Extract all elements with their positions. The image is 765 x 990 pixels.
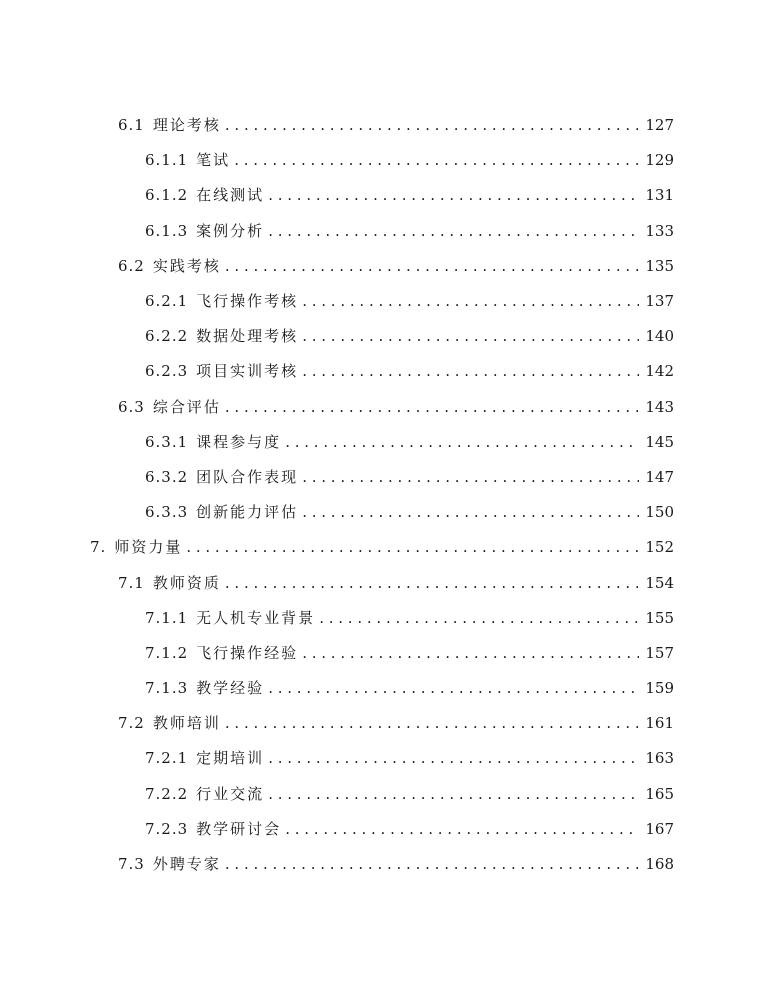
toc-entry[interactable] bbox=[0, 846, 765, 881]
toc-entry-page-number: 127 bbox=[645, 116, 674, 135]
toc-entry-number: 7.3 bbox=[118, 855, 145, 874]
toc-entry-page-number: 157 bbox=[645, 643, 674, 662]
toc-entry-number: 6.3 bbox=[118, 397, 145, 416]
toc-entry[interactable] bbox=[0, 494, 765, 529]
toc-entry-page-number: 140 bbox=[645, 327, 674, 346]
toc-entry-page-number: 155 bbox=[645, 608, 674, 627]
toc-entry-title: 师资力量 bbox=[114, 538, 183, 557]
toc-entry-title: 笔试 bbox=[196, 151, 231, 170]
toc-entry-title: 外聘专家 bbox=[152, 855, 221, 874]
toc-dot-leader bbox=[268, 679, 639, 697]
toc-entry[interactable] bbox=[0, 600, 765, 635]
toc-entry[interactable] bbox=[0, 177, 765, 212]
toc-dot-leader bbox=[268, 785, 639, 803]
toc-entry-number: 6.2 bbox=[118, 256, 145, 275]
toc-entry[interactable] bbox=[0, 564, 765, 599]
toc-entry-number: 7.1.1 bbox=[145, 608, 189, 627]
toc-entry-page-number: 168 bbox=[645, 855, 674, 874]
toc-dot-leader bbox=[302, 327, 639, 345]
toc-entry-page-number: 133 bbox=[645, 221, 674, 240]
toc-dot-leader bbox=[319, 609, 639, 627]
toc-dot-leader bbox=[225, 257, 639, 275]
toc-entry-number: 7.1.3 bbox=[145, 679, 189, 698]
toc-entry-page-number: 131 bbox=[645, 186, 674, 205]
toc-dot-leader bbox=[302, 292, 639, 310]
toc-dot-leader bbox=[302, 468, 639, 486]
toc-entry-number: 7.2.2 bbox=[145, 784, 189, 803]
toc-entry-title: 教学经验 bbox=[196, 679, 265, 698]
toc-entry-page-number: 167 bbox=[645, 819, 674, 838]
toc-entry[interactable] bbox=[0, 213, 765, 248]
toc-entry[interactable] bbox=[0, 776, 765, 811]
toc-entry[interactable] bbox=[0, 353, 765, 388]
toc-entry-title: 课程参与度 bbox=[196, 432, 282, 451]
toc-entry-page-number: 135 bbox=[645, 256, 674, 275]
toc-entry[interactable] bbox=[0, 283, 765, 318]
toc-dot-leader bbox=[186, 538, 639, 556]
toc-entry[interactable] bbox=[0, 811, 765, 846]
toc-entry[interactable] bbox=[0, 389, 765, 424]
toc-dot-leader bbox=[225, 116, 639, 134]
toc-entry-number: 6.3.2 bbox=[145, 467, 189, 486]
toc-entry-title: 创新能力评估 bbox=[196, 503, 299, 522]
toc-entry-title: 案例分析 bbox=[196, 221, 265, 240]
toc-entry-title: 飞行操作考核 bbox=[196, 292, 299, 311]
toc-entry-title: 定期培训 bbox=[196, 749, 265, 768]
toc-entry[interactable] bbox=[0, 740, 765, 775]
toc-entry[interactable] bbox=[0, 459, 765, 494]
toc-dot-leader bbox=[225, 398, 639, 416]
toc-dot-leader bbox=[225, 714, 639, 732]
toc-dot-leader bbox=[302, 503, 639, 521]
toc-entry-page-number: 145 bbox=[645, 432, 674, 451]
toc-entry[interactable] bbox=[0, 529, 765, 564]
toc-entry[interactable] bbox=[0, 107, 765, 142]
toc-entry-page-number: 129 bbox=[645, 151, 674, 170]
toc-dot-leader bbox=[302, 644, 639, 662]
toc-entry-number: 7.2.1 bbox=[145, 749, 189, 768]
toc-entry-page-number: 152 bbox=[645, 538, 674, 557]
toc-entry-page-number: 142 bbox=[645, 362, 674, 381]
toc-entry-title: 无人机专业背景 bbox=[196, 608, 316, 627]
toc-entry-number: 6.1 bbox=[118, 116, 145, 135]
toc-entry-title: 教学研讨会 bbox=[196, 819, 282, 838]
toc-entry-number: 6.2.3 bbox=[145, 362, 189, 381]
toc-entry-page-number: 165 bbox=[645, 784, 674, 803]
toc-entry-page-number: 159 bbox=[645, 679, 674, 698]
toc-entry-number: 6.1.3 bbox=[145, 221, 189, 240]
toc-entry[interactable] bbox=[0, 635, 765, 670]
toc-entry[interactable] bbox=[0, 248, 765, 283]
toc-entry-page-number: 150 bbox=[645, 503, 674, 522]
toc-entry-number: 7.1.2 bbox=[145, 643, 189, 662]
toc-dot-leader bbox=[268, 749, 639, 767]
toc-entry[interactable] bbox=[0, 705, 765, 740]
toc-entry[interactable] bbox=[0, 670, 765, 705]
toc-entry-title: 行业交流 bbox=[196, 784, 265, 803]
toc-entry-number: 7.1 bbox=[118, 573, 145, 592]
toc-entry-title: 实践考核 bbox=[152, 256, 221, 275]
toc-dot-leader bbox=[285, 820, 639, 838]
toc-entry-title: 在线测试 bbox=[196, 186, 265, 205]
toc-entry-page-number: 137 bbox=[645, 292, 674, 311]
toc-entry-title: 理论考核 bbox=[152, 116, 221, 135]
toc-entry-title: 数据处理考核 bbox=[196, 327, 299, 346]
toc-entry-page-number: 161 bbox=[645, 714, 674, 733]
toc-dot-leader bbox=[268, 186, 639, 204]
toc-dot-leader bbox=[268, 222, 639, 240]
toc-entry-number: 6.2.1 bbox=[145, 292, 189, 311]
toc-entry-title: 团队合作表现 bbox=[196, 467, 299, 486]
toc-dot-leader bbox=[302, 362, 639, 380]
toc-entry-number: 6.1.1 bbox=[145, 151, 189, 170]
toc-dot-leader bbox=[234, 151, 639, 169]
toc-entry-title: 飞行操作经验 bbox=[196, 643, 299, 662]
toc-entry-title: 综合评估 bbox=[152, 397, 221, 416]
toc-entry-page-number: 154 bbox=[645, 573, 674, 592]
toc-dot-leader bbox=[225, 574, 639, 592]
toc-entry-number: 6.1.2 bbox=[145, 186, 189, 205]
toc-entry-number: 6.2.2 bbox=[145, 327, 189, 346]
toc-entry-number: 7. bbox=[90, 538, 107, 557]
toc-entry-page-number: 143 bbox=[645, 397, 674, 416]
toc-entry-title: 项目实训考核 bbox=[196, 362, 299, 381]
toc-entry-page-number: 147 bbox=[645, 467, 674, 486]
toc-entry-number: 7.2 bbox=[118, 714, 145, 733]
toc-entry[interactable] bbox=[0, 142, 765, 177]
toc-entry-page-number: 163 bbox=[645, 749, 674, 768]
toc-entry-title: 教师资质 bbox=[152, 573, 221, 592]
toc-entry-title: 教师培训 bbox=[152, 714, 221, 733]
toc-entry-number: 7.2.3 bbox=[145, 819, 189, 838]
toc-entry[interactable] bbox=[0, 318, 765, 353]
toc-entry-number: 6.3.1 bbox=[145, 432, 189, 451]
toc-entry-number: 6.3.3 bbox=[145, 503, 189, 522]
toc-dot-leader bbox=[285, 433, 639, 451]
toc-dot-leader bbox=[225, 855, 639, 873]
toc-entry[interactable] bbox=[0, 424, 765, 459]
table-of-contents bbox=[0, 107, 765, 881]
